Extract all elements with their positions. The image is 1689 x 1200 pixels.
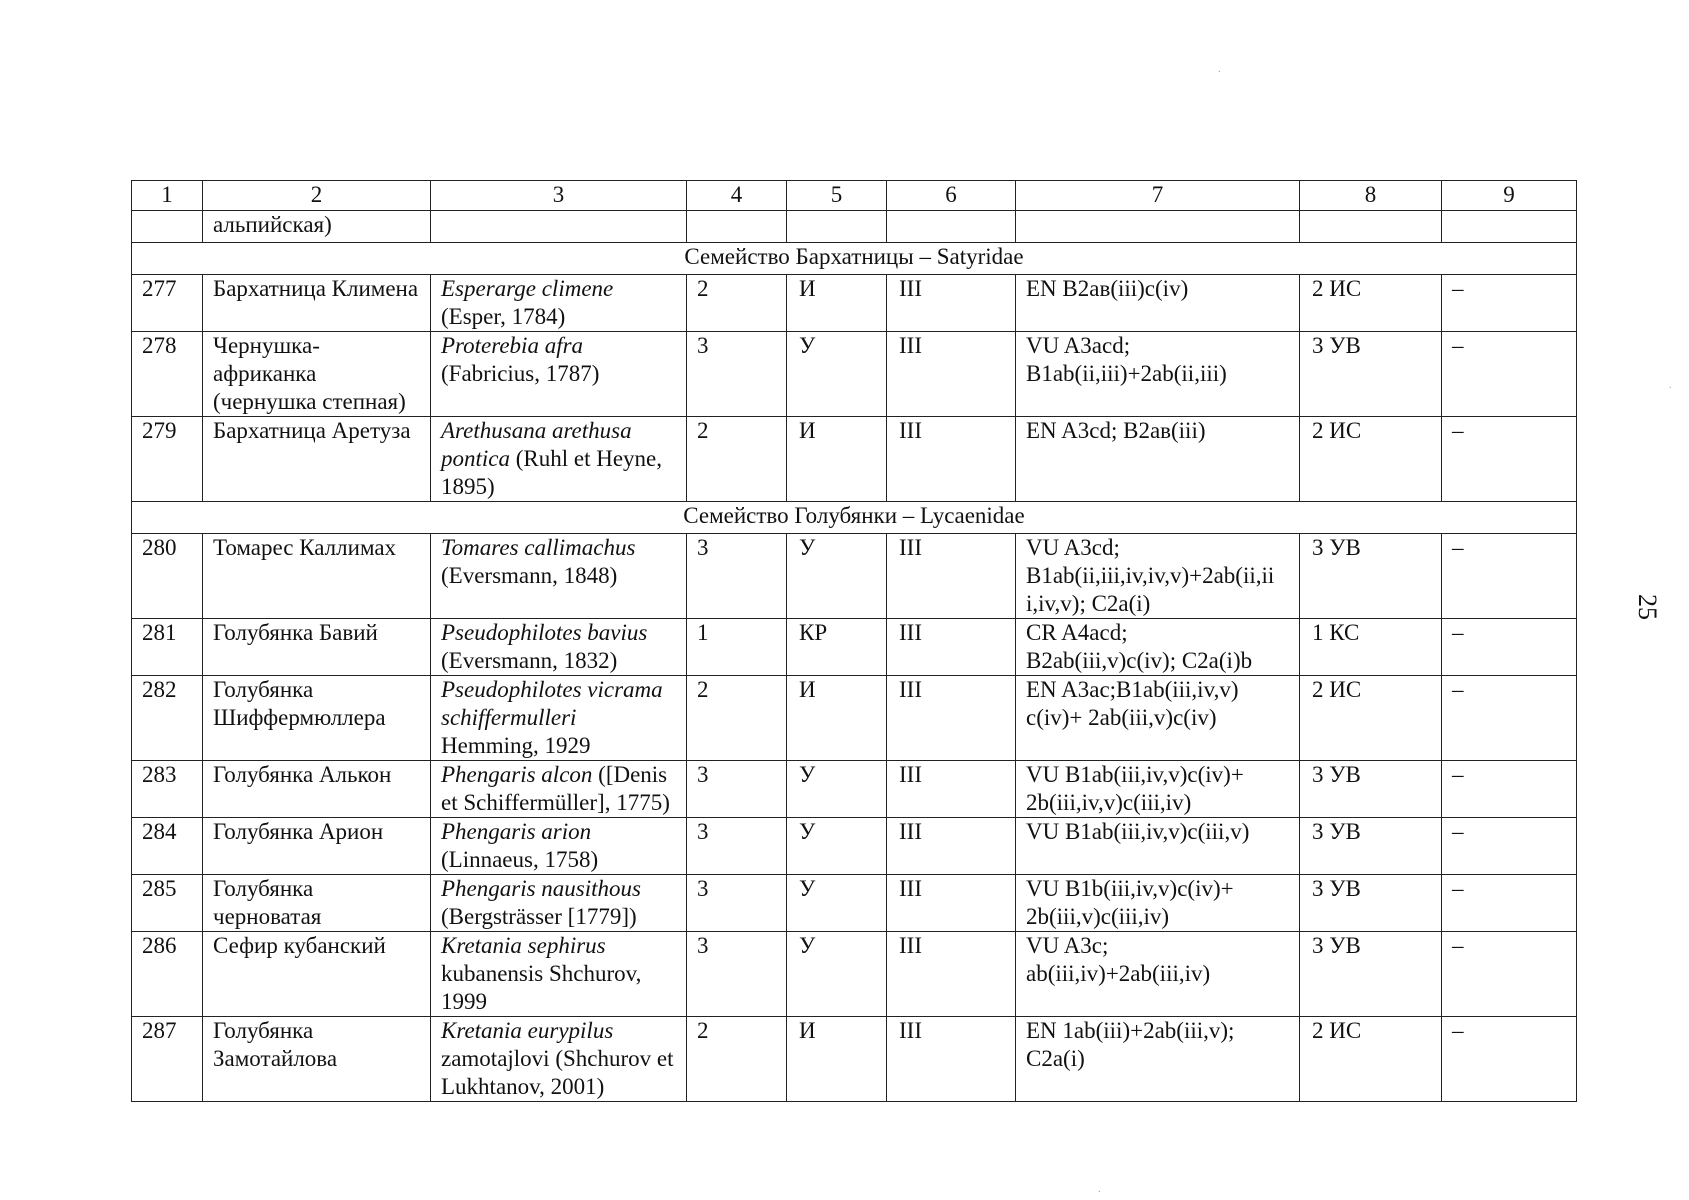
russian-name-line: Замотайлова: [213, 1046, 338, 1071]
species-number: 280: [132, 534, 203, 619]
latin-name: [431, 761, 687, 818]
russian-name-line: Бархатница Климена: [213, 276, 419, 301]
latin-name: [431, 417, 687, 502]
regional-category: 3 УВ: [1300, 932, 1442, 1017]
cell-empty: [1442, 211, 1577, 243]
category-value: 2: [687, 1017, 787, 1102]
status-value: КР: [787, 619, 887, 676]
russian-name: [203, 875, 431, 932]
column-number: 7: [1016, 181, 1300, 211]
latin-name: [431, 275, 687, 332]
iucn-criteria-line: ab(iii,iv)+2ab(iii,iv): [1026, 961, 1211, 986]
status-value: И: [787, 275, 887, 332]
iucn-criteria-line: B1ab(ii,iii)+2ab(ii,iii): [1026, 361, 1227, 386]
category-value: 2: [687, 676, 787, 761]
priority-value: III: [887, 1017, 1016, 1102]
column-number: 8: [1300, 181, 1442, 211]
russian-name-line: (чернушка степная): [213, 389, 406, 414]
status-value: У: [787, 932, 887, 1017]
russian-name-line: Сефир кубанский: [213, 933, 386, 958]
latin-author: (Linnaeus, 1758): [441, 847, 599, 872]
latin-author: (Bergsträsser [1779]): [441, 904, 637, 929]
russian-name: [203, 932, 431, 1017]
latin-binomial: Tomares callimachus: [441, 535, 636, 560]
category-value: 2: [687, 275, 787, 332]
latin-author: zamotajlovi (Shchurov et Lukhtanov, 2001): [441, 1046, 674, 1099]
russian-name-line: Голубянка Алькон: [213, 762, 392, 787]
priority-value: III: [887, 932, 1016, 1017]
column-9-value: –: [1442, 332, 1577, 417]
category-value: 3: [687, 332, 787, 417]
latin-author: (Fabricius, 1787): [441, 361, 600, 386]
russian-name: [203, 332, 431, 417]
iucn-criteria: [1016, 275, 1300, 332]
latin-binomial: Kretania eurypilus: [441, 1018, 614, 1043]
family-row: [132, 502, 1577, 534]
species-number: 286: [132, 932, 203, 1017]
species-number: 282: [132, 676, 203, 761]
status-value: У: [787, 534, 887, 619]
iucn-criteria-line: C2a(i): [1026, 1046, 1085, 1071]
regional-category: 2 ИС: [1300, 275, 1442, 332]
priority-value: III: [887, 332, 1016, 417]
table-row: [132, 1017, 1577, 1102]
latin-binomial: Pseudophilotes bavius: [441, 620, 648, 645]
priority-value: III: [887, 417, 1016, 502]
cell-empty: [132, 211, 203, 243]
priority-value: III: [887, 761, 1016, 818]
iucn-criteria-line: EN B2ав(iii)c(iv): [1026, 276, 1189, 301]
latin-name: [431, 932, 687, 1017]
latin-binomial: Kretania sephirus: [441, 933, 606, 958]
status-value: У: [787, 332, 887, 417]
priority-value: III: [887, 275, 1016, 332]
scan-speck: .: [1098, 1184, 1101, 1195]
cell-empty: [1300, 211, 1442, 243]
latin-binomial: Esperarge climene: [441, 276, 614, 301]
iucn-criteria-line: VU A3acd;: [1026, 333, 1131, 358]
regional-category: 2 ИС: [1300, 676, 1442, 761]
table-row: [132, 932, 1577, 1017]
russian-name: [203, 534, 431, 619]
column-number: 6: [887, 181, 1016, 211]
latin-author: kubanensis Shchurov, 1999: [441, 961, 642, 1014]
cell-empty: [787, 211, 887, 243]
iucn-criteria: [1016, 818, 1300, 875]
column-9-value: –: [1442, 417, 1577, 502]
species-number: 287: [132, 1017, 203, 1102]
iucn-criteria-line: VU A3c;: [1026, 933, 1109, 958]
species-number: 281: [132, 619, 203, 676]
column-number: 3: [431, 181, 687, 211]
russian-name-line: Голубянка Бавий: [213, 620, 378, 645]
status-value: И: [787, 1017, 887, 1102]
russian-name: [203, 275, 431, 332]
species-number: 284: [132, 818, 203, 875]
table-row: [132, 275, 1577, 332]
russian-name: [203, 1017, 431, 1102]
regional-category: 2 ИС: [1300, 1017, 1442, 1102]
russian-name-line: Чернушка-: [213, 333, 320, 358]
iucn-criteria-line: 2b(iii,v)c(iii,iv): [1026, 904, 1170, 929]
species-number: 279: [132, 417, 203, 502]
latin-binomial: Phengaris arion: [441, 819, 592, 844]
page-number: 25: [1633, 594, 1662, 620]
regional-category: 2 ИС: [1300, 417, 1442, 502]
status-value: И: [787, 676, 887, 761]
priority-value: III: [887, 676, 1016, 761]
table-row: [132, 676, 1577, 761]
category-value: 3: [687, 761, 787, 818]
iucn-criteria: [1016, 676, 1300, 761]
category-value: 3: [687, 534, 787, 619]
latin-author: ([Denis et Schiffermüller], 1775): [441, 762, 670, 815]
latin-name: [431, 619, 687, 676]
table-row: [132, 534, 1577, 619]
status-value: У: [787, 818, 887, 875]
russian-name: [203, 761, 431, 818]
iucn-criteria-line: i,iv,v); C2a(i): [1026, 591, 1151, 616]
latin-binomial: Proterebia afra: [441, 333, 584, 358]
column-number: 9: [1442, 181, 1577, 211]
iucn-criteria-line: c(iv)+ 2ab(iii,v)c(iv): [1026, 705, 1217, 730]
latin-author: Hemming, 1929: [441, 733, 591, 758]
latin-name: [431, 332, 687, 417]
regional-category: 3 УВ: [1300, 761, 1442, 818]
russian-name-line: африканка: [213, 361, 317, 386]
russian-name: [203, 417, 431, 502]
family-row: [132, 243, 1577, 275]
latin-name: [431, 875, 687, 932]
latin-name: [431, 1017, 687, 1102]
family-heading: Семейство Бархатницы – Satyridae: [132, 243, 1577, 275]
column-9-value: –: [1442, 761, 1577, 818]
iucn-criteria-line: B2ab(iii,v)c(iv); C2a(i)b: [1026, 648, 1253, 673]
iucn-criteria: [1016, 932, 1300, 1017]
column-number: 2: [203, 181, 431, 211]
species-number: 277: [132, 275, 203, 332]
russian-name-line: Голубянка: [213, 876, 314, 901]
iucn-criteria: [1016, 417, 1300, 502]
table-row: [132, 332, 1577, 417]
continuation-row: [132, 211, 1577, 243]
latin-author: (Eversmann, 1832): [441, 648, 618, 673]
cell-empty: [687, 211, 787, 243]
iucn-criteria-line: VU A3cd;: [1026, 535, 1120, 560]
latin-binomial: Pseudophilotes vicrama schiffermulleri: [441, 677, 663, 730]
latin-author: (Eversmann, 1848): [441, 563, 618, 588]
category-value: 3: [687, 818, 787, 875]
species-number: 278: [132, 332, 203, 417]
regional-category: 3 УВ: [1300, 818, 1442, 875]
species-number: 283: [132, 761, 203, 818]
iucn-criteria-line: B1ab(ii,iii,iv,iv,v)+2ab(ii,ii: [1026, 563, 1275, 588]
category-value: 1: [687, 619, 787, 676]
latin-author: (Esper, 1784): [441, 304, 566, 329]
status-value: У: [787, 761, 887, 818]
column-number-row: [132, 181, 1577, 211]
russian-name-line: Голубянка Арион: [213, 819, 384, 844]
family-heading: Семейство Голубянки – Lycaenidae: [132, 502, 1577, 534]
species-number: 285: [132, 875, 203, 932]
continuation-text: альпийская): [203, 211, 431, 243]
priority-value: III: [887, 875, 1016, 932]
scan-speck: .: [1218, 64, 1221, 75]
latin-name: [431, 534, 687, 619]
status-value: И: [787, 417, 887, 502]
table-row: [132, 619, 1577, 676]
regional-category: 3 УВ: [1300, 875, 1442, 932]
russian-name-line: Бархатница Аретуза: [213, 418, 411, 443]
column-9-value: –: [1442, 534, 1577, 619]
latin-binomial: Arethusana arethusa pontica: [441, 418, 632, 471]
column-9-value: –: [1442, 932, 1577, 1017]
column-number: 5: [787, 181, 887, 211]
species-table: [131, 180, 1577, 1102]
cell-empty: [431, 211, 687, 243]
iucn-criteria-line: EN A3cd; B2ав(iii): [1026, 418, 1206, 443]
iucn-criteria: [1016, 332, 1300, 417]
iucn-criteria-line: EN 1ab(iii)+2ab(iii,v);: [1026, 1018, 1235, 1043]
regional-category: 3 УВ: [1300, 332, 1442, 417]
column-9-value: –: [1442, 619, 1577, 676]
column-9-value: –: [1442, 1017, 1577, 1102]
iucn-criteria-line: EN A3ac;B1ab(iii,iv,v): [1026, 677, 1239, 702]
iucn-criteria-line: 2b(iii,iv,v)c(iii,iv): [1026, 790, 1192, 815]
latin-name: [431, 818, 687, 875]
cell-empty: [887, 211, 1016, 243]
column-number: 1: [132, 181, 203, 211]
priority-value: III: [887, 818, 1016, 875]
russian-name: [203, 676, 431, 761]
priority-value: III: [887, 619, 1016, 676]
category-value: 2: [687, 417, 787, 502]
regional-category: 1 КС: [1300, 619, 1442, 676]
table-row: [132, 818, 1577, 875]
russian-name-line: Томарес Каллимах: [213, 535, 397, 560]
column-9-value: –: [1442, 818, 1577, 875]
iucn-criteria: [1016, 1017, 1300, 1102]
russian-name-line: Голубянка: [213, 1018, 314, 1043]
iucn-criteria-line: VU B1ab(iii,iv,v)c(iii,v): [1026, 819, 1250, 844]
latin-name: [431, 676, 687, 761]
iucn-criteria-line: VU B1b(iii,iv,v)c(iv)+: [1026, 876, 1234, 901]
scan-speck: .: [1669, 380, 1672, 391]
column-9-value: –: [1442, 275, 1577, 332]
column-number: 4: [687, 181, 787, 211]
russian-name-line: Шиффермюллера: [213, 705, 386, 730]
column-9-value: –: [1442, 875, 1577, 932]
russian-name: [203, 818, 431, 875]
latin-binomial: Phengaris nausithous: [441, 876, 641, 901]
table-row: [132, 875, 1577, 932]
latin-author: (Ruhl et Heyne, 1895): [441, 446, 663, 499]
table-row: [132, 417, 1577, 502]
iucn-criteria: [1016, 619, 1300, 676]
regional-category: 3 УВ: [1300, 534, 1442, 619]
category-value: 3: [687, 932, 787, 1017]
iucn-criteria-line: CR A4acd;: [1026, 620, 1128, 645]
priority-value: III: [887, 534, 1016, 619]
column-9-value: –: [1442, 676, 1577, 761]
iucn-criteria: [1016, 875, 1300, 932]
russian-name: [203, 619, 431, 676]
iucn-criteria: [1016, 761, 1300, 818]
iucn-criteria-line: VU B1ab(iii,iv,v)c(iv)+: [1026, 762, 1244, 787]
russian-name-line: черноватая: [213, 904, 322, 929]
latin-binomial: Phengaris alcon: [441, 762, 593, 787]
cell-empty: [1016, 211, 1300, 243]
table-row: [132, 761, 1577, 818]
iucn-criteria: [1016, 534, 1300, 619]
category-value: 3: [687, 875, 787, 932]
russian-name-line: Голубянка: [213, 677, 314, 702]
status-value: У: [787, 875, 887, 932]
